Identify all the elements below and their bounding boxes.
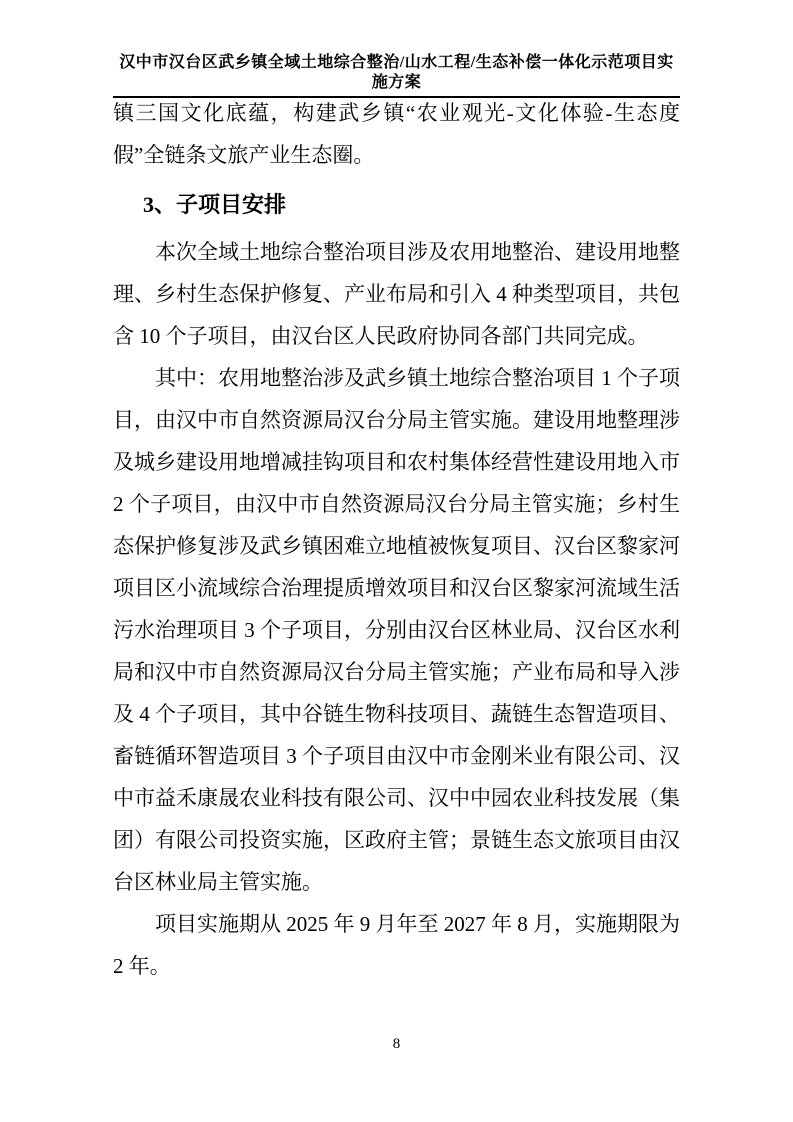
paragraph-subproject-details: 其中：农用地整治涉及武乡镇土地综合整治项目 1 个子项目，由汉中市自然资源局汉台分局主管实施。建设用地整理涉及城乡建设用地增减挂钩项目和农村集体经营性建设用地入市 2 个子项目，由汉中市自然资源局汉台分局主管实施；乡村生态保护修复涉及武乡镇困难立地植被恢复项目、汉台区黎家河项目区小流域综合治理提质增效项目和汉台区黎家河流域生活污水治理项目 3 个子项目，分别由汉台区林业局、汉台区水利局和汉中市自然资源局汉台分局主管实施；产业布局和导入涉及 4 个子项目，其中谷链生物科技项目、蔬链生态智造项目、畜链循环智造项目 3 个子项目由汉中市金刚米业有限公司、汉中市益禾康晟农业科技有限公司、汉中中园农业科技发展（集团）有限公司投资实施，区政府主管；景链生态文旅项目由汉台区林业局主管实施。 <box>113 366 680 894</box>
paragraph-project-types: 本次全域土地综合整治项目涉及农用地整治、建设用地整理、乡村生态保护修复、产业布局和引入 4 种类型项目，共包含 10 个子项目，由汉台区人民政府协同各部门共同完成。 <box>113 240 680 348</box>
page-header-title: 汉中市汉台区武乡镇全域土地综合整治/山水工程/生态补偿一体化示范项目实施方案 <box>113 53 680 98</box>
section-heading: 3、子项目安排 <box>143 192 287 217</box>
paragraph-continuation: 镇三国文化底蕴，构建武乡镇“农业观光-文化体验-生态度假”全链条文旅产业生态圈。 <box>113 101 680 167</box>
document-body <box>113 92 680 987</box>
page-number: 8 <box>392 1036 401 1052</box>
paragraph-implementation-period: 项目实施期从 2025 年 9 月年至 2027 年 8 月，实施期限为 2 年。 <box>113 912 680 978</box>
